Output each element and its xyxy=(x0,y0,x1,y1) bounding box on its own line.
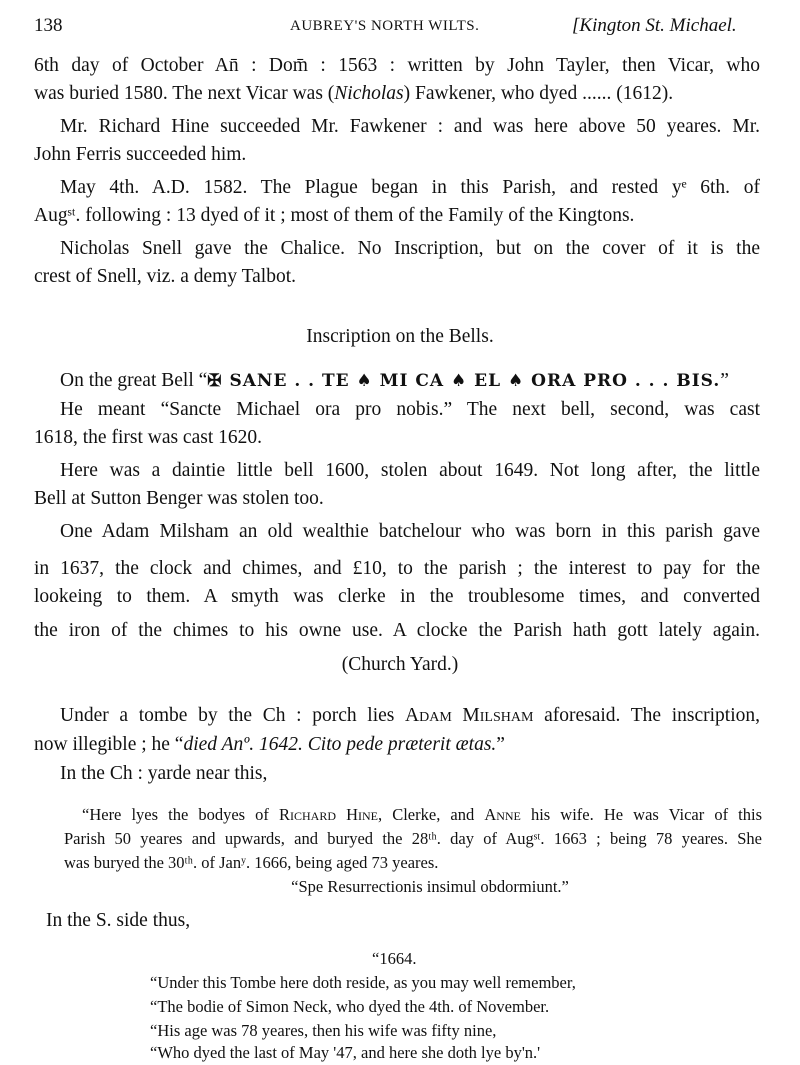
epitaph-line: “Spe Resurrectionis insimul obdormiunt.” xyxy=(291,877,569,896)
text-span: was buried 1580. The next Vicar was ( xyxy=(34,83,335,104)
text-line: In the S. side thus, xyxy=(46,910,191,931)
smallcaps-name: Anne xyxy=(484,805,521,824)
text-line: the iron of the chimes to his owne use. A clocke the Parish hath gott lately again. xyxy=(34,620,760,641)
text-line: 1618, the first was cast 1620. xyxy=(34,427,263,448)
text-line: 6th day of October An̄ : Dom̄ : 1563 : written by John Tayler, then Vicar, who xyxy=(34,55,760,76)
text-span: ” xyxy=(496,734,505,755)
epitaph-line: Parish 50 yeares and upwards, and buryed the 28ᵗʰ. day of Augˢᵗ. 1663 ; being 78 yeares. She xyxy=(64,829,762,848)
page-number: 138 xyxy=(34,15,63,36)
text-line: In the Ch : yarde near this, xyxy=(60,763,268,784)
italic-span: Nicholas xyxy=(334,83,404,104)
text-line: Bell at Sutton Benger was stolen too. xyxy=(34,488,324,509)
text-line: One Adam Milsham an old wealthie batchelour who was born in this parish gave xyxy=(60,521,760,542)
text-span: On the great Bell “ xyxy=(60,370,208,391)
text-line xyxy=(60,704,760,728)
text-line: John Ferris succeeded him. xyxy=(34,144,247,165)
text-line: crest of Snell, viz. a demy Talbot. xyxy=(34,266,297,287)
section-title: [Kington St. Michael. xyxy=(572,15,737,36)
epitaph-line: “His age was 78 yeares, then his wife was fifty nine, xyxy=(150,1021,497,1040)
text-span: now illegible ; he “ xyxy=(34,734,184,755)
text-span: ) Fawkener, who dyed ...... (1612). xyxy=(403,83,674,104)
text-line: May 4th. A.D. 1582. The Plague began in this Parish, and rested yᵉ 6th. of xyxy=(60,177,760,198)
epitaph-line: “Under this Tombe here doth reside, as you may well remember, xyxy=(150,973,576,992)
epitaph-line: was buryed the 30ᵗʰ. of Janʸ. 1666, being aged 73 yeares. xyxy=(64,853,439,872)
text-line xyxy=(34,733,760,757)
text-line xyxy=(34,82,760,106)
text-span: ” xyxy=(720,370,729,391)
italic-span: died Anº. 1642. Cito pede præterit ætas. xyxy=(183,734,497,755)
section-heading: (Church Yard.) xyxy=(341,654,459,675)
text-span: aforesaid. The inscription, xyxy=(533,705,760,726)
epitaph-line: “1664. xyxy=(372,949,417,968)
smallcaps-name: Adam Milsham xyxy=(405,705,534,726)
running-title: AUBREY'S NORTH WILTS. xyxy=(290,18,480,34)
text-line: lookeing to them. A smyth was clerke in the troublesome times, and converted xyxy=(34,586,760,607)
text-span: “Here lyes the bodyes of xyxy=(82,805,280,824)
text-span: Under a tombe by the Ch : porch lies xyxy=(60,705,406,726)
text-line: He meant “Sancte Michael ora pro nobis.” The next bell, second, was cast xyxy=(60,399,760,420)
epitaph-line: “Who dyed the last of May '47, and here she doth lye by'n.' xyxy=(150,1043,541,1062)
section-heading: Inscription on the Bells. xyxy=(306,326,494,347)
smallcaps-name: Richard Hine xyxy=(279,805,379,824)
text-line: Here was a daintie little bell 1600, stolen about 1649. Not long after, the little xyxy=(60,460,760,481)
text-span: , Clerke, and xyxy=(378,805,485,824)
blackletter-inscription: ✠ SANE . . TE ♠ MI CA ♠ EL ♠ ORA PRO . . . BIS. xyxy=(207,371,721,391)
epitaph-line xyxy=(82,803,762,827)
text-line: in 1637, the clock and chimes, and £10, to the parish ; the interest to pay for the xyxy=(34,558,760,579)
text-span: his wife. He was Vicar of this xyxy=(520,805,762,824)
text-line: Mr. Richard Hine succeeded Mr. Fawkener : and was here above 50 yeares. Mr. xyxy=(60,116,760,137)
text-line: Augˢᵗ. following : 13 dyed of it ; most of them of the Family of the Kingtons. xyxy=(34,205,635,226)
text-line xyxy=(60,369,760,393)
epitaph-line: “The bodie of Simon Neck, who dyed the 4th. of November. xyxy=(150,997,550,1016)
text-line: Nicholas Snell gave the Chalice. No Inscription, but on the cover of it is the xyxy=(60,238,760,259)
